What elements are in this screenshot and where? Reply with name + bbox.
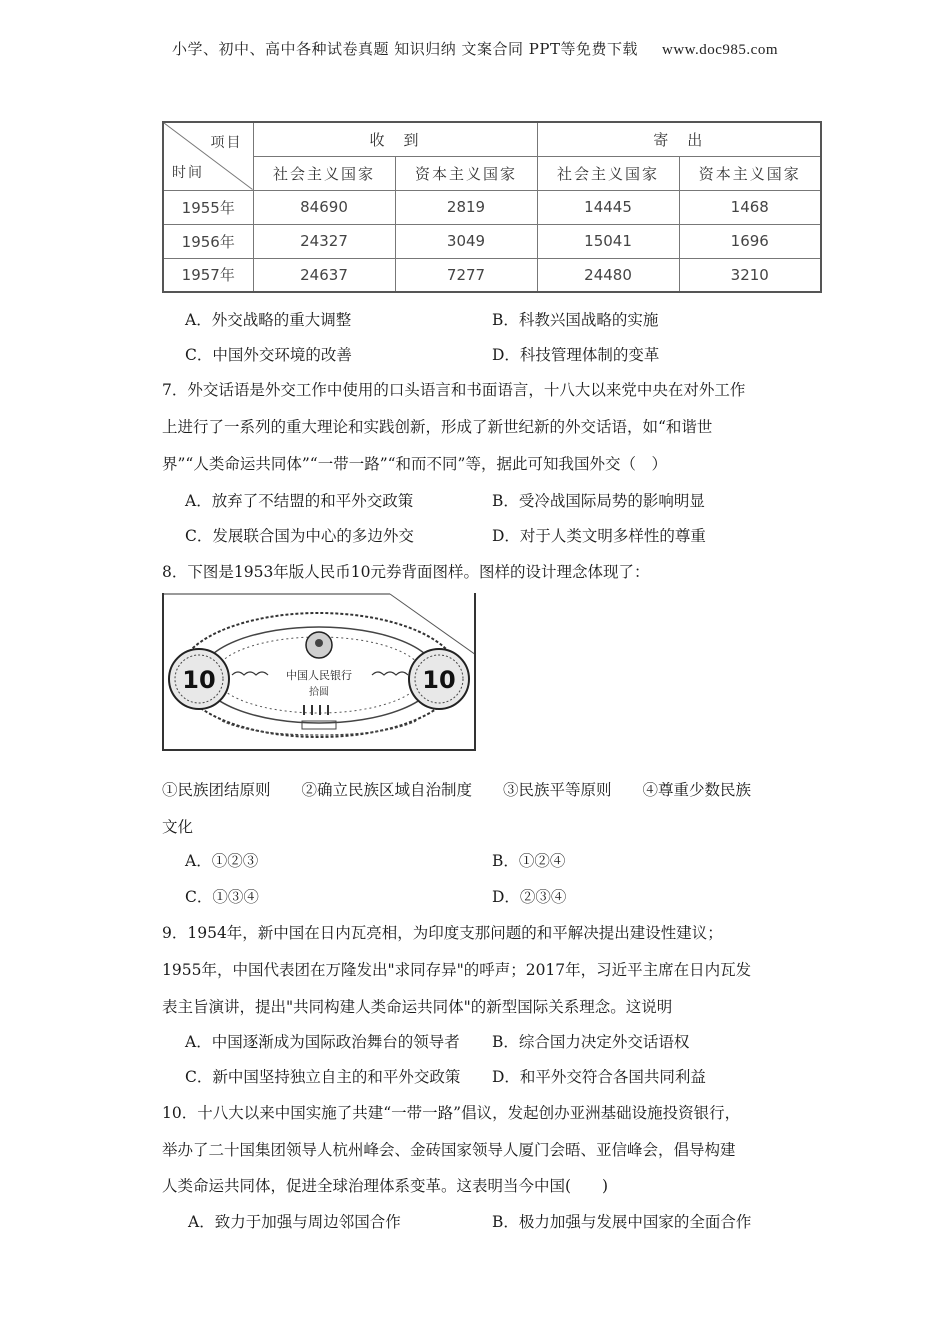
q8-choices-line: ①民族团结原则 ②确立民族区域自治制度 ③民族平等原则 ④尊重少数民族 (162, 781, 752, 799)
q8-option-d[interactable]: D．②③④ (492, 888, 567, 906)
q8-stem: 8．下图是1953年版人民币10元券背面图样。图样的设计理念体现了： (162, 563, 650, 581)
year-cell: 1957年 (163, 258, 253, 292)
table-row (163, 190, 821, 224)
q8-option-b[interactable]: B．①②④ (492, 852, 566, 870)
year-cell: 1956年 (163, 224, 253, 258)
header-url[interactable]: www.doc985.com (661, 42, 778, 58)
q7-option-d[interactable]: D．对于人类文明多样性的尊重 (492, 527, 706, 545)
q7-option-b[interactable]: B．受冷战国际局势的影响明显 (492, 492, 705, 510)
subheader-cell: 社会主义国家 (537, 156, 679, 190)
table-corner-cell (163, 122, 253, 190)
value-cell: 2819 (395, 190, 537, 224)
value-cell: 24637 (253, 258, 395, 292)
q10-option-b[interactable]: B．极力加强与发展中国家的全面合作 (492, 1213, 752, 1231)
q6-option-b[interactable]: B．科教兴国战略的实施 (492, 311, 659, 329)
value-cell: 24480 (537, 258, 679, 292)
q8-option-a[interactable]: A．①②③ (185, 852, 259, 870)
q6-option-d[interactable]: D．科技管理体制的变革 (492, 346, 660, 364)
header-text: 小学、初中、高中各种试卷真题 知识归纳 文案合同 PPT等免费下载 (171, 40, 638, 58)
q6-option-c[interactable]: C．中国外交环境的改善 (185, 346, 352, 364)
q9-stem-line: 表主旨演讲，提出"共同构建人类命运共同体"的新型国际关系理念。这说明 (162, 998, 673, 1016)
table-row (163, 258, 821, 292)
header-sent: 寄 出 (537, 122, 821, 156)
value-cell: 24327 (253, 224, 395, 258)
q9-option-c[interactable]: C．新中国坚持独立自主的和平外交政策 (185, 1068, 461, 1086)
q6-option-a[interactable]: A．外交战略的重大调整 (185, 311, 352, 329)
banknote-image (162, 593, 476, 751)
q8-choices-line-cont: 文化 (162, 818, 194, 836)
header-received: 收 到 (253, 122, 537, 156)
q9-stem-line: 9．1954年，新中国在日内瓦亮相，为印度支那问题的和平解决提出建设性建议； (162, 924, 723, 942)
value-cell: 84690 (253, 190, 395, 224)
banknote-illustration (162, 593, 476, 751)
q7-stem-line: 上进行了一系列的重大理论和实践创新，形成了新世纪新的外交话语，如“和谐世 (162, 418, 713, 436)
q10-stem-line: 10．十八大以来中国实施了共建“一带一路”倡议，发起创办亚洲基础设施投资银行， (162, 1104, 741, 1122)
table-row (163, 224, 821, 258)
denomination-left: 10 (182, 666, 216, 694)
bank-name: 中国人民银行 (286, 669, 352, 682)
value-cell: 1468 (679, 190, 821, 224)
value-cell: 3049 (395, 224, 537, 258)
q9-stem-line: 1955年，中国代表团在万隆发出"求同存异"的呼声；2017年，习近平主席在日内瓦发 (162, 961, 752, 979)
q10-stem-line: 人类命运共同体，促进全球治理体系变革。这表明当今中国( ) (162, 1177, 609, 1195)
value-cell: 7277 (395, 258, 537, 292)
q8-option-c[interactable]: C．①③④ (185, 888, 259, 906)
corner-label-time: 时间 (172, 164, 204, 181)
value-cell: 14445 (537, 190, 679, 224)
q7-option-a[interactable]: A．放弃了不结盟的和平外交政策 (185, 492, 414, 510)
q10-option-a[interactable]: A．致力于加强与周边邻国合作 (188, 1213, 401, 1231)
value-cell: 3210 (679, 258, 821, 292)
subheader-cell: 社会主义国家 (253, 156, 395, 190)
page-header (0, 38, 950, 59)
q7-stem-line: 界”“人类命运共同体”“一带一路”“和而不同”等，据此可知我国外交（ ） (162, 455, 667, 473)
subheader-cell: 资本主义国家 (395, 156, 537, 190)
q9-option-a[interactable]: A．中国逐渐成为国际政治舞台的领导者 (185, 1033, 460, 1051)
q9-option-b[interactable]: B．综合国力决定外交话语权 (492, 1033, 690, 1051)
value-cell: 1696 (679, 224, 821, 258)
q7-option-c[interactable]: C．发展联合国为中心的多边外交 (185, 527, 414, 545)
year-cell: 1955年 (163, 190, 253, 224)
value-cell: 15041 (537, 224, 679, 258)
mail-statistics-table (162, 121, 820, 292)
corner-label-item: 项目 (210, 135, 243, 151)
q10-stem-line: 举办了二十国集团领导人杭州峰会、金砖国家领导人厦门会晤、亚信峰会，倡导构建 (162, 1141, 736, 1159)
denomination-right: 10 (422, 666, 456, 694)
amount-text: 拾圆 (309, 687, 329, 698)
q9-option-d[interactable]: D．和平外交符合各国共同利益 (492, 1068, 706, 1086)
q7-stem-line: 7．外交话语是外交工作中使用的口头语言和书面语言，十八大以来党中央在对外工作 (162, 381, 746, 399)
subheader-cell: 资本主义国家 (679, 156, 821, 190)
